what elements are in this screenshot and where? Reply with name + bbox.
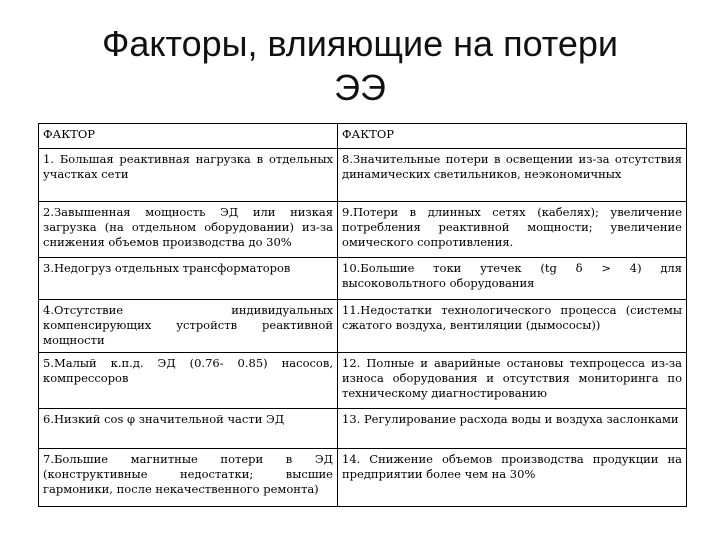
table-cell: 7.Большие магнитные потери в ЭД (конструктивные недостатки; высшие гармоники, после некачественного ремонта) bbox=[39, 449, 338, 507]
slide-title-line-2: ЭЭ bbox=[334, 67, 386, 108]
column-header-factor-left: ФАКТОР bbox=[39, 124, 338, 149]
table-header-row bbox=[39, 124, 687, 149]
table-row bbox=[39, 149, 687, 202]
table-row bbox=[39, 258, 687, 300]
table-cell: 9.Потери в длинных сетях (кабелях); увеличение потребления реактивной мощности; увеличение омического сопротивления. bbox=[338, 202, 687, 258]
column-header-factor-right: ФАКТОР bbox=[338, 124, 687, 149]
table-row bbox=[39, 353, 687, 409]
table-cell: 6.Низкий cos φ значительной части ЭД bbox=[39, 409, 338, 449]
slide-title-line-1: Факторы, влияющие на потери bbox=[101, 23, 619, 64]
table-row bbox=[39, 449, 687, 507]
table-cell: 11.Недостатки технологического процесса (системы сжатого воздуха, вентиляции (дымососы)) bbox=[338, 300, 687, 353]
table-cell: 1. Большая реактивная нагрузка в отдельных участках сети bbox=[39, 149, 338, 202]
table-cell: 10.Большие токи утечек (tg δ > 4) для высоковольтного оборудования bbox=[338, 258, 687, 300]
table-row bbox=[39, 409, 687, 449]
table-cell: 4.Отсутствие индивидуальных компенсирующих устройств реактивной мощности bbox=[39, 300, 338, 353]
factors-table bbox=[38, 123, 687, 507]
table-cell: 12. Полные и аварийные остановы техпроцесса из-за износа оборудования и отсутствия мониторинга по техническому диагностированию bbox=[338, 353, 687, 409]
table-cell: 5.Малый к.п.д. ЭД (0.76- 0.85) насосов, компрессоров bbox=[39, 353, 338, 409]
table-cell: 14. Снижение объемов производства продукции на предприятии более чем на 30% bbox=[338, 449, 687, 507]
table-row bbox=[39, 300, 687, 353]
table-row bbox=[39, 202, 687, 258]
table-cell: 2.Завышенная мощность ЭД или низкая загрузка (на отдельном оборудовании) из-за снижения объемов производства до 30% bbox=[39, 202, 338, 258]
slide-title bbox=[0, 22, 720, 110]
table-cell: 3.Недогруз отдельных трансформаторов bbox=[39, 258, 338, 300]
table-cell: 8.Значительные потери в освещении из-за отсутствия динамических светильников, неэкономичных bbox=[338, 149, 687, 202]
table-cell: 13. Регулирование расхода воды и воздуха заслонками bbox=[338, 409, 687, 449]
